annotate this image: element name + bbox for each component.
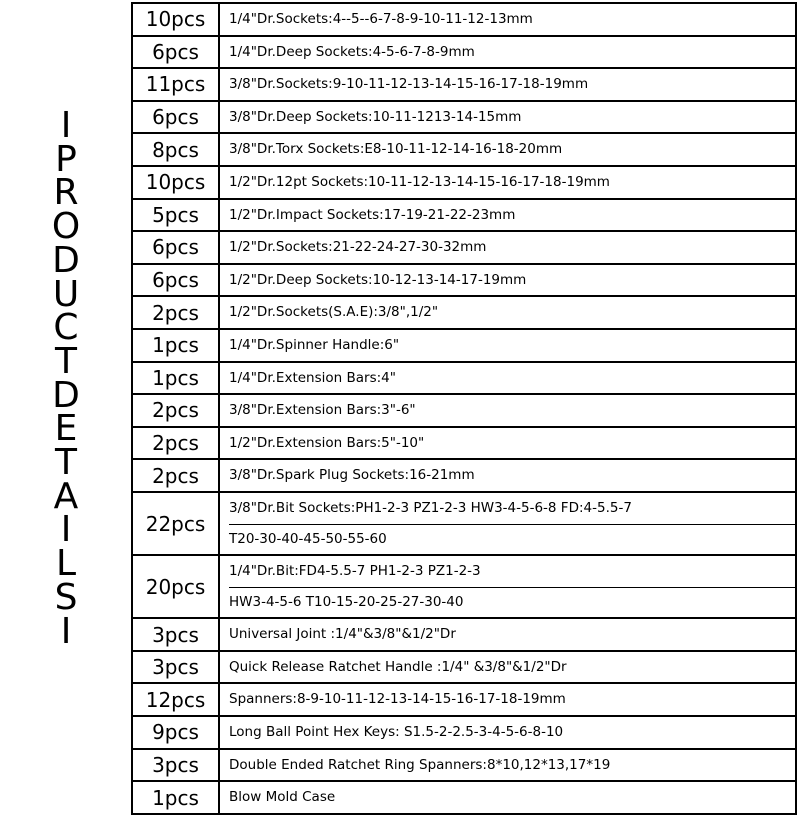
description-cell bbox=[219, 683, 796, 716]
quantity-cell: 6pcs bbox=[132, 36, 219, 69]
table-row bbox=[132, 133, 796, 166]
table-row bbox=[132, 459, 796, 492]
table-row bbox=[132, 101, 796, 134]
quantity-cell: 2pcs bbox=[132, 427, 219, 460]
description-line: 1/2"Dr.12pt Sockets:10-11-12-13-14-15-16-17-18-19mm bbox=[229, 173, 610, 190]
description-line: 1/4"Dr.Deep Sockets:4-5-6-7-8-9mm bbox=[229, 43, 475, 60]
side-title-letter: S bbox=[54, 576, 78, 618]
description-cell bbox=[219, 362, 796, 395]
description-line: 1/2"Dr.Sockets:21-22-24-27-30-32mm bbox=[229, 239, 487, 256]
quantity-cell: 2pcs bbox=[132, 296, 219, 329]
side-title-letter: D bbox=[52, 239, 80, 281]
description-line: 3/8"Dr.Extension Bars:3"-6" bbox=[229, 402, 416, 419]
description-cell bbox=[219, 716, 796, 749]
table-row bbox=[132, 264, 796, 297]
description-line: 3/8"Dr.Spark Plug Sockets:16-21mm bbox=[229, 467, 475, 484]
side-title-letter: A bbox=[53, 475, 79, 517]
table-row bbox=[132, 683, 796, 716]
description-line: 1/2"Dr.Impact Sockets:17-19-21-22-23mm bbox=[229, 206, 516, 223]
description-line: Long Ball Point Hex Keys: S1.5-2-2.5-3-4-5-6-8-10 bbox=[229, 724, 564, 741]
side-title-letter: T bbox=[55, 442, 77, 483]
description-line: Double Ended Ratchet Ring Spanners:8*10,12*13,17*19 bbox=[229, 756, 611, 773]
side-title-letter: C bbox=[53, 307, 79, 349]
description-line: 3/8"Dr.Torx Sockets:E8-10-11-12-14-16-18-20mm bbox=[229, 141, 563, 158]
table-row bbox=[132, 36, 796, 69]
description-cell bbox=[219, 68, 796, 101]
quantity-cell: 2pcs bbox=[132, 394, 219, 427]
quantity-cell: 10pcs bbox=[132, 3, 219, 36]
description-cell bbox=[219, 555, 796, 618]
description-line: 1/4"Dr.Extension Bars:4" bbox=[229, 369, 396, 386]
side-title-letter: L bbox=[55, 543, 77, 585]
description-cell bbox=[219, 166, 796, 199]
description-cell bbox=[219, 492, 796, 555]
table-row bbox=[132, 394, 796, 427]
side-title-letter: I bbox=[60, 509, 72, 551]
side-title-letter: I bbox=[60, 610, 72, 652]
description-cell bbox=[219, 427, 796, 460]
description-cell bbox=[219, 459, 796, 492]
description-cell bbox=[219, 781, 796, 814]
description-cell bbox=[219, 618, 796, 651]
quantity-cell: 22pcs bbox=[132, 492, 219, 555]
description-cell bbox=[219, 133, 796, 166]
side-title-letter: D bbox=[52, 374, 80, 416]
side-title-letter: O bbox=[51, 206, 81, 248]
description-cell bbox=[219, 296, 796, 329]
description-cell bbox=[219, 36, 796, 69]
side-title-letter: T bbox=[55, 340, 77, 382]
table-row bbox=[132, 199, 796, 232]
description-line: T20-30-40-45-50-55-60 bbox=[229, 524, 795, 555]
description-line: Blow Mold Case bbox=[229, 789, 336, 806]
quantity-cell: 12pcs bbox=[132, 683, 219, 716]
description-cell bbox=[219, 231, 796, 264]
quantity-cell: 10pcs bbox=[132, 166, 219, 199]
description-cell bbox=[219, 101, 796, 134]
table-row bbox=[132, 427, 796, 460]
table-row bbox=[132, 781, 796, 814]
quantity-cell: 9pcs bbox=[132, 716, 219, 749]
table-row bbox=[132, 362, 796, 395]
description-line: Universal Joint :1/4"&3/8"&1/2"Dr bbox=[229, 626, 456, 643]
description-cell bbox=[219, 749, 796, 782]
quantity-cell: 6pcs bbox=[132, 101, 219, 134]
quantity-cell: 3pcs bbox=[132, 618, 219, 651]
description-cell bbox=[219, 199, 796, 232]
quantity-cell: 2pcs bbox=[132, 459, 219, 492]
description-line: 1/4"Dr.Spinner Handle:6" bbox=[229, 336, 400, 353]
table-row bbox=[132, 492, 796, 555]
table-row bbox=[132, 231, 796, 264]
table-row bbox=[132, 555, 796, 618]
quantity-cell: 1pcs bbox=[132, 781, 219, 814]
table-row bbox=[132, 329, 796, 362]
quantity-cell: 5pcs bbox=[132, 199, 219, 232]
description-line: 1/4"Dr.Sockets:4--5--6-7-8-9-10-11-12-13mm bbox=[229, 11, 533, 27]
description-line: HW3-4-5-6 T10-15-20-25-27-30-40 bbox=[229, 587, 795, 618]
quantity-cell: 8pcs bbox=[132, 133, 219, 166]
description-cell bbox=[219, 264, 796, 297]
description-cell bbox=[219, 651, 796, 684]
description-cell bbox=[219, 3, 796, 36]
description-line: 3/8"Dr.Sockets:9-10-11-12-13-14-15-16-17-18-19mm bbox=[229, 76, 589, 93]
quantity-cell: 1pcs bbox=[132, 329, 219, 362]
product-details-table bbox=[131, 2, 797, 815]
table-row bbox=[132, 3, 796, 36]
table-row bbox=[132, 618, 796, 651]
description-cell bbox=[219, 394, 796, 427]
table-row bbox=[132, 296, 796, 329]
table-row bbox=[132, 716, 796, 749]
side-title-letter: P bbox=[55, 138, 77, 180]
quantity-cell: 3pcs bbox=[132, 749, 219, 782]
description-line: 1/2"Dr.Extension Bars:5"-10" bbox=[229, 434, 425, 451]
description-line: 3/8"Dr.Bit Sockets:PH1-2-3 PZ1-2-3 HW3-4-5-6-8 FD:4-5.5-7 bbox=[229, 499, 632, 516]
description-line: 1/2"Dr.Deep Sockets:10-12-13-14-17-19mm bbox=[229, 271, 527, 288]
side-title-letter: E bbox=[54, 408, 78, 450]
table-row bbox=[132, 749, 796, 782]
quantity-cell: 6pcs bbox=[132, 264, 219, 297]
quantity-cell: 3pcs bbox=[132, 651, 219, 684]
side-title-letter: I bbox=[60, 105, 72, 146]
quantity-cell: 1pcs bbox=[132, 362, 219, 395]
quantity-cell: 6pcs bbox=[132, 231, 219, 264]
table-row bbox=[132, 651, 796, 684]
description-line: Quick Release Ratchet Handle :1/4" &3/8"&1/2"Dr bbox=[229, 658, 567, 675]
description-cell bbox=[219, 329, 796, 362]
side-title-letter: R bbox=[53, 172, 79, 214]
description-line: 3/8"Dr.Deep Sockets:10-11-1213-14-15mm bbox=[229, 108, 522, 125]
side-title-letter: U bbox=[52, 273, 80, 315]
quantity-cell: 11pcs bbox=[132, 68, 219, 101]
description-line: Spanners:8-9-10-11-12-13-14-15-16-17-18-19mm bbox=[229, 691, 566, 708]
description-line: 1/4"Dr.Bit:FD4-5.5-7 PH1-2-3 PZ1-2-3 bbox=[229, 563, 481, 580]
side-title bbox=[44, 105, 88, 652]
quantity-cell: 20pcs bbox=[132, 555, 219, 618]
description-line: 1/2"Dr.Sockets(S.A.E):3/8",1/2" bbox=[229, 304, 439, 321]
table-row bbox=[132, 68, 796, 101]
table-row bbox=[132, 166, 796, 199]
